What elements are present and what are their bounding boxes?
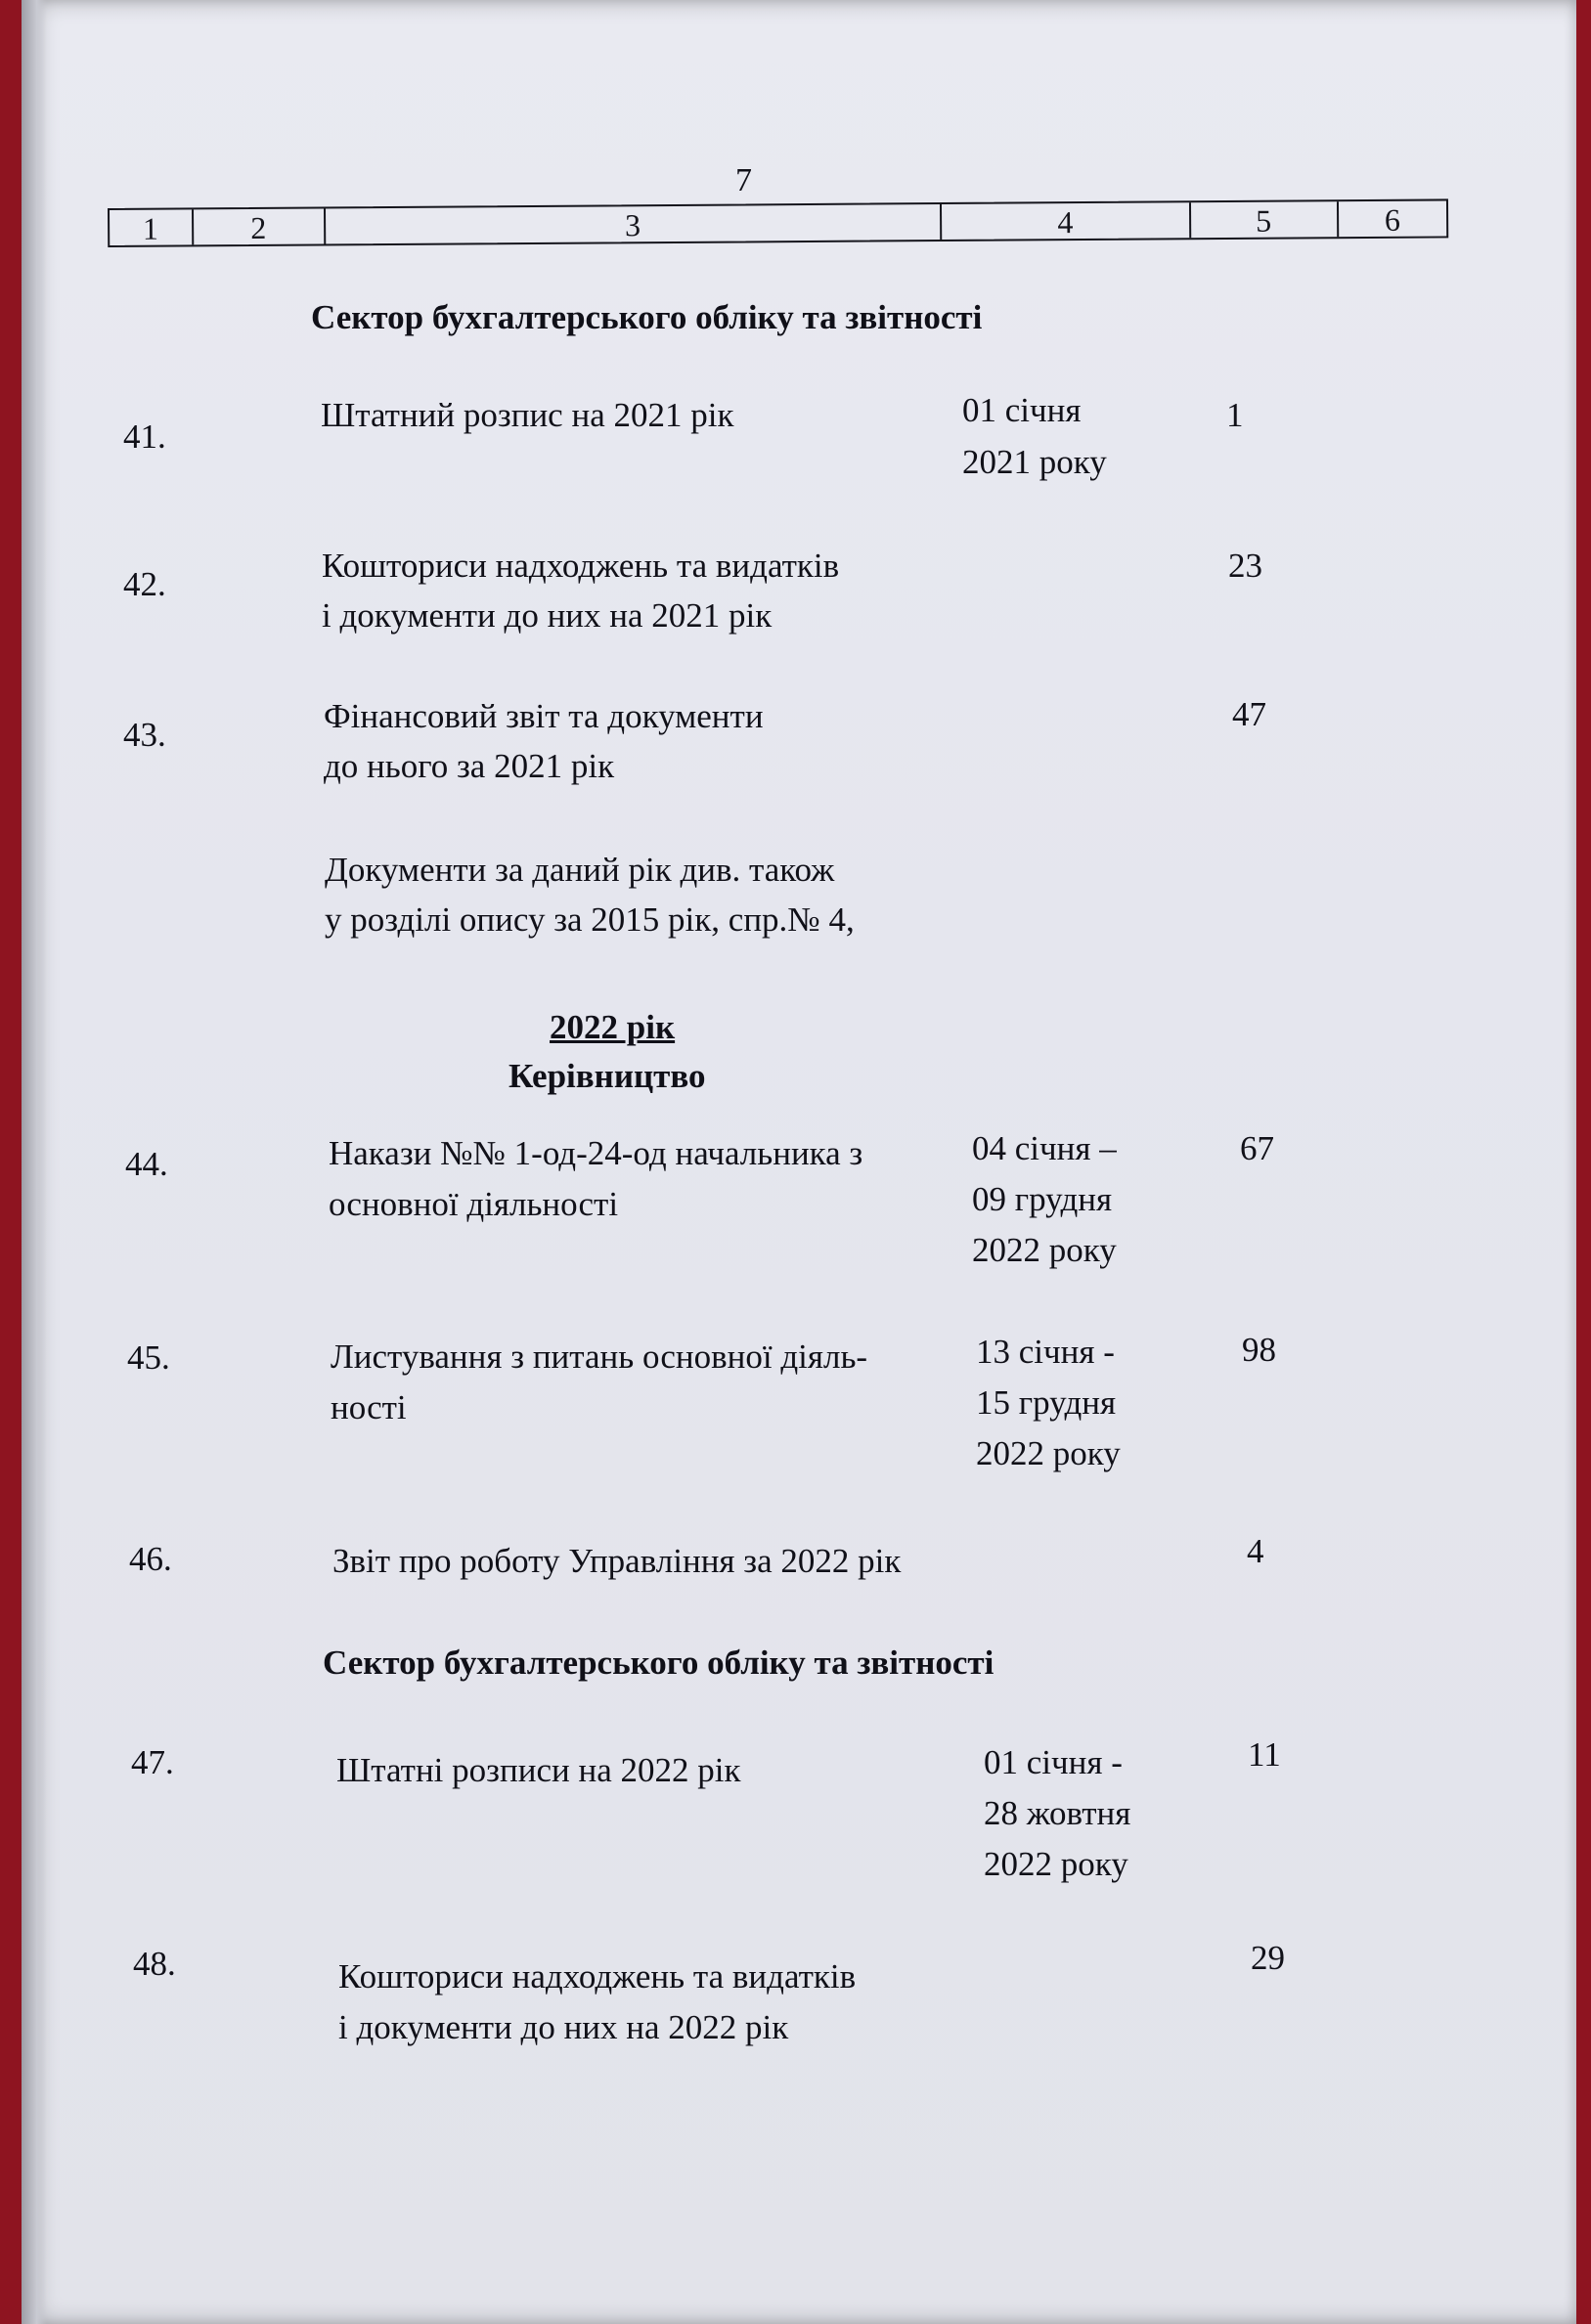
page-shadow-edge: [22, 0, 47, 2324]
item-count: 4: [1247, 1532, 1264, 1570]
item-title: і документи до них на 2022 рік: [338, 2008, 789, 2046]
item-date: 2021 року: [962, 443, 1107, 481]
item-number: 45.: [127, 1338, 170, 1377]
item-date: 2022 року: [984, 1845, 1128, 1883]
item-count: 98: [1242, 1331, 1276, 1369]
section-heading-management: Керівництво: [508, 1057, 706, 1095]
item-date: 13 січня -: [976, 1333, 1115, 1371]
item-number: 47.: [131, 1743, 174, 1781]
header-col-6: 6: [1384, 201, 1401, 238]
header-col-3: 3: [326, 204, 943, 243]
item-title: Накази №№ 1-од-24-од начальника з: [329, 1134, 863, 1172]
section-heading-accounting: Сектор бухгалтерського обліку та звітності: [323, 1644, 994, 1682]
header-col-2: 2: [194, 208, 326, 244]
item-title: Фінансовий звіт та документи: [324, 697, 764, 735]
item-number: 43.: [123, 716, 166, 754]
item-date: 01 січня: [962, 391, 1082, 429]
item-count: 23: [1228, 547, 1262, 585]
item-number: 42.: [123, 565, 166, 603]
header-col-1: 1: [110, 209, 194, 245]
item-count: 11: [1248, 1735, 1281, 1774]
item-title: основної діяльності: [329, 1185, 619, 1223]
item-title: Кошториси надходжень та видатків: [322, 547, 840, 585]
document-page: [22, 0, 1576, 2324]
item-title: Штатний розпис на 2021 рік: [321, 396, 734, 434]
item-title: ності: [331, 1388, 407, 1426]
item-date: 09 грудня: [972, 1180, 1113, 1218]
item-number: 46.: [129, 1540, 172, 1578]
item-title: Штатні розписи на 2022 рік: [336, 1751, 741, 1789]
header-col-5: 5: [1191, 201, 1339, 238]
item-date: 2022 року: [972, 1231, 1117, 1269]
column-header-row: [108, 198, 1448, 247]
item-title: до нього за 2021 рік: [324, 747, 615, 785]
item-count: 1: [1226, 396, 1244, 434]
item-title: Звіт про роботу Управління за 2022 рік: [332, 1542, 902, 1580]
section-heading-accounting: Сектор бухгалтерського обліку та звітності: [311, 298, 983, 336]
item-date: 15 грудня: [976, 1383, 1117, 1422]
item-date: 04 січня –: [972, 1129, 1117, 1167]
item-title: і документи до них на 2021 рік: [322, 596, 773, 635]
item-number: 41.: [123, 417, 166, 456]
item-title: Кошториси надходжень та видатків: [338, 1957, 857, 1995]
item-count: 67: [1240, 1129, 1274, 1167]
item-title: Листування з питань основної діяль-: [331, 1337, 868, 1376]
item-date: 01 січня -: [984, 1743, 1123, 1781]
page-number: 7: [735, 162, 752, 198]
item-number: 48.: [133, 1945, 176, 1983]
item-count: 47: [1232, 695, 1266, 733]
item-count: 29: [1251, 1939, 1285, 1977]
item-date: 28 жовтня: [984, 1794, 1131, 1832]
item-number: 44.: [125, 1145, 168, 1183]
header-col-4: 4: [942, 202, 1191, 240]
item-date: 2022 року: [976, 1434, 1121, 1472]
note-line: Документи за даний рік див. також: [325, 851, 835, 889]
year-heading: 2022 рік: [550, 1008, 676, 1046]
note-line: у розділі опису за 2015 рік, спр.№ 4,: [325, 900, 855, 939]
